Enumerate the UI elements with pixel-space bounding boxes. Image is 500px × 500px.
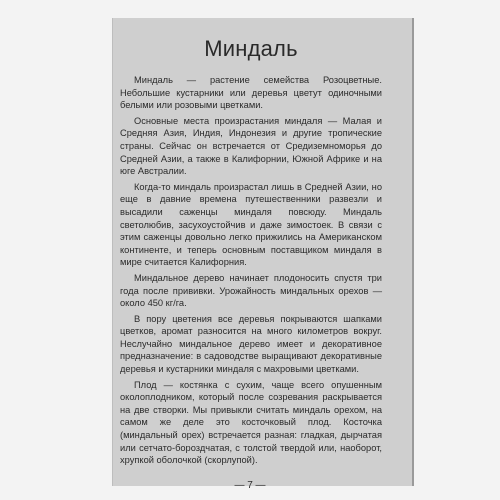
- paragraph-3: Когда-то миндаль произрастал лишь в Средней Азии, но еще в давние времена путешественники развезли и высадили саженцы миндаля повсюду. Миндаль светолюбив, засухоустойчив и даже зимостоек. В связи с этим саженцы довольно легко прижились на Американском континенте, и теперь основным поставщиком миндаля в мире считается Калифорния.: [120, 181, 382, 268]
- page-number: — 7 —: [234, 480, 266, 491]
- paragraph-2: Основные места произрастания миндаля — Малая и Средняя Азия, Индия, Индонезия и другие тропические страны. Сейчас он встречается от Средиземноморья до Средней Азии, а также в Калифорнии, Южной Африке и на юге Австралии.: [120, 115, 382, 177]
- paragraph-4: Миндальное дерево начинает плодоносить спустя три года после прививки. Урожайность миндальных орехов — около 450 кг/га.: [120, 272, 382, 309]
- page-title: Миндаль: [204, 36, 298, 61]
- page-content: [120, 36, 382, 470]
- paragraph-5: В пору цветения все деревья покрываются шапками цветков, аромат разносится на много километров вокруг. Неслучайно миндальное дерево имеет и декоративное предназначение: в садоводстве выращивают декоративные деревья и кустарники миндаля с махровыми цветками.: [120, 313, 382, 375]
- paragraph-6: Плод — костянка с сухим, чаще всего опушенным околоплодником, который после созревания раскрывается на две створки. Мы привыкли считать миндаль орехом, на самом же деле это косточковый плод. Косточка (миндальный орех) встречается разная: гладкая, дырчатая или сетчато-бороздчатая, с толстой твердой или, наоборот, хрупкой оболочкой (скорлупой).: [120, 379, 382, 466]
- paragraph-1: Миндаль — растение семейства Розоцветные. Небольшие кустарники или деревья цветут одиночными белыми или розовыми цветками.: [120, 75, 382, 111]
